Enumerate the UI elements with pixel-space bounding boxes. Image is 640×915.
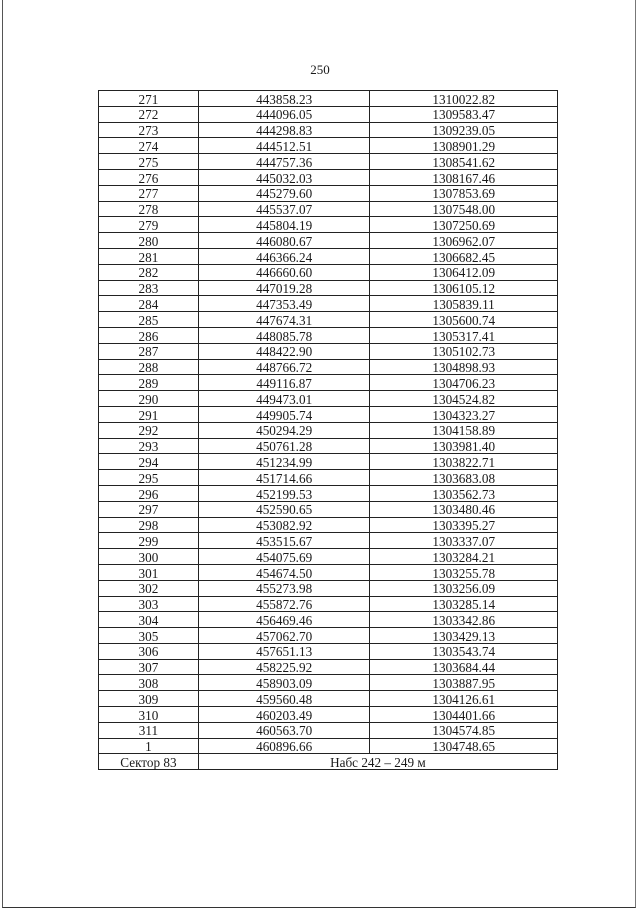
table-row xyxy=(99,722,558,738)
x-coordinate-cell: 454674.50 xyxy=(198,564,370,580)
table-row xyxy=(99,375,558,391)
y-coordinate-cell: 1303822.71 xyxy=(370,454,558,470)
table-row xyxy=(99,154,558,170)
table-row xyxy=(99,643,558,659)
table-row xyxy=(99,312,558,328)
table-row xyxy=(99,217,558,233)
point-number-cell: 272 xyxy=(99,106,199,122)
x-coordinate-cell: 453082.92 xyxy=(198,517,370,533)
x-coordinate-cell: 456469.46 xyxy=(198,612,370,628)
table-row xyxy=(99,201,558,217)
table-row xyxy=(99,91,558,107)
x-coordinate-cell: 448085.78 xyxy=(198,327,370,343)
table-row xyxy=(99,359,558,375)
table-row xyxy=(99,612,558,628)
x-coordinate-cell: 443858.23 xyxy=(198,91,370,107)
point-number-cell: 291 xyxy=(99,406,199,422)
x-coordinate-cell: 455872.76 xyxy=(198,596,370,612)
sector-footer-row xyxy=(99,754,558,770)
table-row xyxy=(99,343,558,359)
x-coordinate-cell: 447674.31 xyxy=(198,312,370,328)
y-coordinate-cell: 1303429.13 xyxy=(370,628,558,644)
point-number-cell: 306 xyxy=(99,643,199,659)
point-number-cell: 310 xyxy=(99,707,199,723)
point-number-cell: 304 xyxy=(99,612,199,628)
x-coordinate-cell: 446660.60 xyxy=(198,264,370,280)
x-coordinate-cell: 452199.53 xyxy=(198,485,370,501)
table-row xyxy=(99,501,558,517)
y-coordinate-cell: 1304748.65 xyxy=(370,738,558,754)
table-row xyxy=(99,549,558,565)
x-coordinate-cell: 449905.74 xyxy=(198,406,370,422)
x-coordinate-cell: 458225.92 xyxy=(198,659,370,675)
y-coordinate-cell: 1304524.82 xyxy=(370,391,558,407)
point-number-cell: 293 xyxy=(99,438,199,454)
point-number-cell: 294 xyxy=(99,454,199,470)
x-coordinate-cell: 448422.90 xyxy=(198,343,370,359)
table-row xyxy=(99,738,558,754)
y-coordinate-cell: 1304126.61 xyxy=(370,691,558,707)
y-coordinate-cell: 1304898.93 xyxy=(370,359,558,375)
table-row xyxy=(99,248,558,264)
y-coordinate-cell: 1307250.69 xyxy=(370,217,558,233)
point-number-cell: 292 xyxy=(99,422,199,438)
table-row xyxy=(99,564,558,580)
y-coordinate-cell: 1305317.41 xyxy=(370,327,558,343)
point-number-cell: 299 xyxy=(99,533,199,549)
y-coordinate-cell: 1303285.14 xyxy=(370,596,558,612)
y-coordinate-cell: 1305102.73 xyxy=(370,343,558,359)
point-number-cell: 281 xyxy=(99,248,199,264)
x-coordinate-cell: 450294.29 xyxy=(198,422,370,438)
y-coordinate-cell: 1303543.74 xyxy=(370,643,558,659)
table-row xyxy=(99,691,558,707)
table-row xyxy=(99,406,558,422)
x-coordinate-cell: 444757.36 xyxy=(198,154,370,170)
point-number-cell: 303 xyxy=(99,596,199,612)
table-row xyxy=(99,438,558,454)
y-coordinate-cell: 1303395.27 xyxy=(370,517,558,533)
point-number-cell: 282 xyxy=(99,264,199,280)
y-coordinate-cell: 1309583.47 xyxy=(370,106,558,122)
y-coordinate-cell: 1304323.27 xyxy=(370,406,558,422)
point-number-cell: 277 xyxy=(99,185,199,201)
table-row xyxy=(99,675,558,691)
page-number: 250 xyxy=(310,62,330,77)
table-row xyxy=(99,122,558,138)
point-number-cell: 286 xyxy=(99,327,199,343)
y-coordinate-cell: 1306682.45 xyxy=(370,248,558,264)
table-row xyxy=(99,596,558,612)
point-number-cell: 279 xyxy=(99,217,199,233)
y-coordinate-cell: 1304158.89 xyxy=(370,422,558,438)
x-coordinate-cell: 455273.98 xyxy=(198,580,370,596)
point-number-cell: 295 xyxy=(99,470,199,486)
x-coordinate-cell: 445537.07 xyxy=(198,201,370,217)
table-row xyxy=(99,296,558,312)
point-number-cell: 278 xyxy=(99,201,199,217)
table-row xyxy=(99,327,558,343)
y-coordinate-cell: 1310022.82 xyxy=(370,91,558,107)
point-number-cell: 305 xyxy=(99,628,199,644)
point-number-cell: 274 xyxy=(99,138,199,154)
point-number-cell: 309 xyxy=(99,691,199,707)
table-row xyxy=(99,138,558,154)
point-number-cell: 280 xyxy=(99,233,199,249)
x-coordinate-cell: 449116.87 xyxy=(198,375,370,391)
point-number-cell: 287 xyxy=(99,343,199,359)
x-coordinate-cell: 457651.13 xyxy=(198,643,370,659)
x-coordinate-cell: 444512.51 xyxy=(198,138,370,154)
point-number-cell: 311 xyxy=(99,722,199,738)
y-coordinate-cell: 1307853.69 xyxy=(370,185,558,201)
x-coordinate-cell: 449473.01 xyxy=(198,391,370,407)
x-coordinate-cell: 450761.28 xyxy=(198,438,370,454)
y-coordinate-cell: 1304401.66 xyxy=(370,707,558,723)
y-coordinate-cell: 1309239.05 xyxy=(370,122,558,138)
x-coordinate-cell: 451714.66 xyxy=(198,470,370,486)
point-number-cell: 285 xyxy=(99,312,199,328)
sector-depth-range: Набс 242 – 249 м xyxy=(198,754,557,770)
x-coordinate-cell: 444096.05 xyxy=(198,106,370,122)
table-row xyxy=(99,628,558,644)
table-row xyxy=(99,169,558,185)
y-coordinate-cell: 1303981.40 xyxy=(370,438,558,454)
x-coordinate-cell: 460896.66 xyxy=(198,738,370,754)
y-coordinate-cell: 1303255.78 xyxy=(370,564,558,580)
table-row xyxy=(99,280,558,296)
table-row xyxy=(99,707,558,723)
y-coordinate-cell: 1303562.73 xyxy=(370,485,558,501)
point-number-cell: 300 xyxy=(99,549,199,565)
coordinates-table-body xyxy=(99,91,558,754)
y-coordinate-cell: 1303887.95 xyxy=(370,675,558,691)
x-coordinate-cell: 445032.03 xyxy=(198,169,370,185)
table-row xyxy=(99,264,558,280)
table-row xyxy=(99,580,558,596)
y-coordinate-cell: 1306105.12 xyxy=(370,280,558,296)
y-coordinate-cell: 1308901.29 xyxy=(370,138,558,154)
y-coordinate-cell: 1303342.86 xyxy=(370,612,558,628)
y-coordinate-cell: 1303256.09 xyxy=(370,580,558,596)
table-row xyxy=(99,454,558,470)
sector-label: Сектор 83 xyxy=(99,754,199,770)
point-number-cell: 298 xyxy=(99,517,199,533)
point-number-cell: 275 xyxy=(99,154,199,170)
point-number-cell: 301 xyxy=(99,564,199,580)
coordinates-table xyxy=(98,90,558,770)
x-coordinate-cell: 445279.60 xyxy=(198,185,370,201)
x-coordinate-cell: 447019.28 xyxy=(198,280,370,296)
x-coordinate-cell: 444298.83 xyxy=(198,122,370,138)
table-row xyxy=(99,233,558,249)
table-row xyxy=(99,185,558,201)
x-coordinate-cell: 452590.65 xyxy=(198,501,370,517)
y-coordinate-cell: 1308167.46 xyxy=(370,169,558,185)
x-coordinate-cell: 457062.70 xyxy=(198,628,370,644)
y-coordinate-cell: 1306962.07 xyxy=(370,233,558,249)
x-coordinate-cell: 451234.99 xyxy=(198,454,370,470)
x-coordinate-cell: 454075.69 xyxy=(198,549,370,565)
table-row xyxy=(99,470,558,486)
point-number-cell: 271 xyxy=(99,91,199,107)
y-coordinate-cell: 1303480.46 xyxy=(370,501,558,517)
y-coordinate-cell: 1306412.09 xyxy=(370,264,558,280)
y-coordinate-cell: 1303337.07 xyxy=(370,533,558,549)
x-coordinate-cell: 445804.19 xyxy=(198,217,370,233)
y-coordinate-cell: 1308541.62 xyxy=(370,154,558,170)
table-row xyxy=(99,422,558,438)
point-number-cell: 283 xyxy=(99,280,199,296)
point-number-cell: 1 xyxy=(99,738,199,754)
x-coordinate-cell: 446366.24 xyxy=(198,248,370,264)
point-number-cell: 307 xyxy=(99,659,199,675)
point-number-cell: 297 xyxy=(99,501,199,517)
y-coordinate-cell: 1303683.08 xyxy=(370,470,558,486)
point-number-cell: 290 xyxy=(99,391,199,407)
y-coordinate-cell: 1305600.74 xyxy=(370,312,558,328)
y-coordinate-cell: 1303284.21 xyxy=(370,549,558,565)
point-number-cell: 289 xyxy=(99,375,199,391)
table-row xyxy=(99,485,558,501)
x-coordinate-cell: 458903.09 xyxy=(198,675,370,691)
x-coordinate-cell: 448766.72 xyxy=(198,359,370,375)
point-number-cell: 276 xyxy=(99,169,199,185)
table-row xyxy=(99,659,558,675)
x-coordinate-cell: 460563.70 xyxy=(198,722,370,738)
y-coordinate-cell: 1307548.00 xyxy=(370,201,558,217)
table-row xyxy=(99,517,558,533)
point-number-cell: 273 xyxy=(99,122,199,138)
x-coordinate-cell: 460203.49 xyxy=(198,707,370,723)
point-number-cell: 308 xyxy=(99,675,199,691)
point-number-cell: 302 xyxy=(99,580,199,596)
x-coordinate-cell: 446080.67 xyxy=(198,233,370,249)
x-coordinate-cell: 459560.48 xyxy=(198,691,370,707)
y-coordinate-cell: 1304574.85 xyxy=(370,722,558,738)
x-coordinate-cell: 453515.67 xyxy=(198,533,370,549)
point-number-cell: 296 xyxy=(99,485,199,501)
y-coordinate-cell: 1304706.23 xyxy=(370,375,558,391)
y-coordinate-cell: 1305839.11 xyxy=(370,296,558,312)
table-row xyxy=(99,106,558,122)
point-number-cell: 288 xyxy=(99,359,199,375)
table-row xyxy=(99,533,558,549)
table-row xyxy=(99,391,558,407)
y-coordinate-cell: 1303684.44 xyxy=(370,659,558,675)
point-number-cell: 284 xyxy=(99,296,199,312)
x-coordinate-cell: 447353.49 xyxy=(198,296,370,312)
